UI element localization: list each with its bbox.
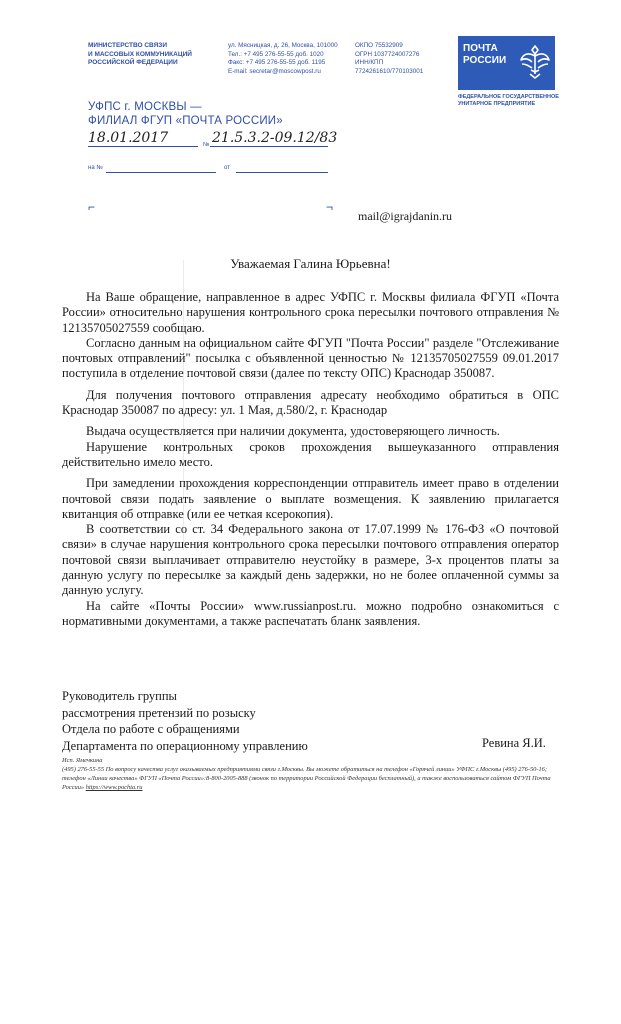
reply-date-underline [236,172,328,173]
reply-date-label: от [224,165,230,171]
signer-name: Ревина Я.И. [482,736,546,750]
signature-block [62,688,362,754]
paragraph: Согласно данным на официальном сайте ФГУП "Почта России" разделе "Отслеживание почтовых отправлений" посылка с объявленной ценностью № 12135705027559 09.01.2017 поступила в отделение почтовой связи (далее по тексту ОПС) Краснодар 350087. [62,335,559,381]
recipient-email: mail@igrajdanin.ru [358,209,453,223]
signature-line: Руководитель группы [62,689,177,703]
paragraph: Для получения почтового отправления адресату необходимо обратиться в ОПС Краснодар 350087 по адресу: ул. 1 Мая, д.580/2, г. Краснодар [62,387,559,418]
ministry-name: МИНИСТЕРСТВО СВЯЗИ И МАССОВЫХ КОММУНИКАЦИЙ РОССИЙСКОЙ ФЕДЕРАЦИИ [88,42,192,66]
unitary-enterprise-label: ФЕДЕРАЛЬНОЕ ГОСУДАРСТВЕННОЕ УНИТАРНОЕ ПРЕДПРИЯТИЕ [458,94,559,107]
paragraph: При замедлении прохождения корреспонденции отправитель имеет право в отделении почтовой связи подать заявление о выплате возмещения. К заявлению прилагается квитанция об отправке (или ее четкая ксерокопия). [62,476,559,521]
reply-number-underline [106,172,216,173]
address-corner-left: ⌐ [88,200,96,214]
pochta-link[interactable]: https://www.pochta.ru [85,784,143,791]
number-label: № [203,142,210,148]
registration-codes: ОКПО 75532909 ОГРН 1037724007276 ИНН/КПП 7724261610/770103001 [355,42,424,75]
greeting: Уважаемая Галина Юрьевна! [230,256,391,271]
address-corner-right: ¬ [326,200,334,214]
signature-line: Отдела по работе с обращениями [62,722,240,736]
paragraph: На Ваше обращение, направленное в адрес УФПС г. Москвы филиала ФГУП «Почта России» относительно нарушения контрольного срока пересылки почтового отправления № 12135705027559 сообщаю. [62,290,559,335]
paragraph: Выдача осуществляется при наличии документа, удостоверяющего личность. [86,424,500,439]
reply-to-number-label: на № [88,165,103,171]
paragraph: На сайте «Почты России» www.russianpost.ru. можно подробно ознакомиться с нормативными документами, а также распечатать бланк заявления. [62,598,559,628]
branch-name: УФПС г. МОСКВЫ — ФИЛИАЛ ФГУП «ПОЧТА РОССИИ» [88,101,283,127]
signature-line: рассмотрения претензий по розыску [62,705,256,720]
paragraph: В соответствии со ст. 34 Федерального закона от 17.07.1999 № 176-ФЗ «О почтовой связи» в случае нарушения контрольного срока пересылки почтового отправления оператор почтовой связи выплачивает отправителю неустойку в размере, 3-х процентов платы за данную услугу по пересылке за каждый день задержки, но не более оплаченной суммы за данную услугу. [62,522,559,598]
executor: Исп. Ямечкина [62,757,103,764]
letter-date: 18.01.2017 [88,130,169,146]
paragraph: Нарушение контрольных сроков прохождения вышеуказанного отправления действительно имело место. [62,439,559,469]
letter-body [62,290,559,629]
letter-number: 21.5.3.2-09.12/83 [212,130,338,146]
footer-note [62,756,559,792]
footer-text: (495) 276-55-55 По вопросу качества услуг оказываемых предприятиями связи г.Москвы. Вы можете обратиться на телефон «Горячей линии» УФПС г.Москвы (495) 276-50-16; телефон «Линии качества» ФГУП «Почта России»:8-800-2005-888 (звонок по территории Российской Федерации бесплатный), а также воспользоваться сайтом ФГУП Почта России» [62,766,551,791]
office-address: ул. Мясницкая, д. 26, Москва, 101000 Тел.: +7 495 276-55-55 доб. 1020 Факс: +7 495 276-55-55 доб. 1195 E-mail: secretar@moscowpost.ru [228,42,338,75]
number-underline [210,146,328,147]
date-underline [88,146,198,147]
logo-text: ПОЧТА РОССИИ [463,43,507,66]
signature-line: Департамента по операционному управлению [62,738,308,753]
eagle-emblem-icon [518,40,552,84]
